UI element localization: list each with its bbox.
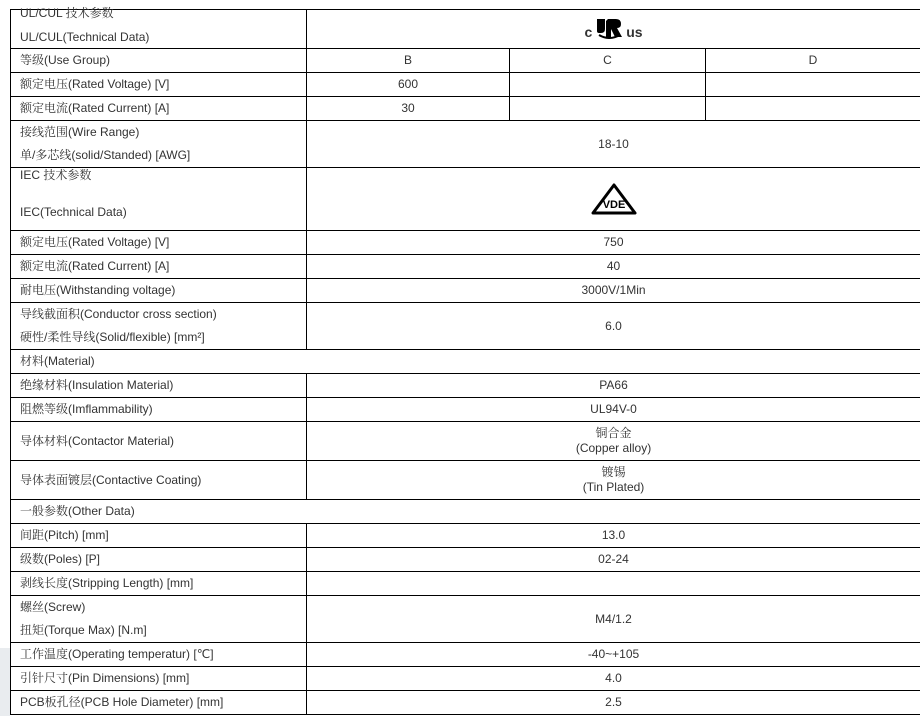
contactor-row [11, 422, 920, 461]
stripping-label: 剥线长度(Stripping Length) [mm] [11, 572, 307, 596]
wire-range-value: 18-10 [307, 121, 920, 168]
pin-row [11, 667, 920, 691]
iec-rated-voltage-value: 750 [307, 231, 920, 255]
iec-header-row [11, 168, 920, 231]
stripping-row [11, 572, 920, 596]
ul-title-en: UL/CUL(Technical Data) [20, 30, 150, 44]
vde-logo-text: VDE [602, 199, 625, 211]
temp-label: 工作温度(Operating temperatur) [℃] [11, 643, 307, 667]
material-section-label: 材料(Material) [11, 350, 920, 374]
insulation-value: PA66 [307, 374, 920, 398]
insulation-label: 绝缘材料(Insulation Material) [11, 374, 307, 398]
coating-label: 导体表面镀层(Contactive Coating) [11, 461, 307, 500]
use-group-b: B [307, 49, 510, 73]
ul-title-cn: UL/CUL 技术参数 [20, 6, 114, 20]
iec-rated-voltage-row [11, 231, 920, 255]
pcb-value: 2.5 [307, 691, 920, 715]
poles-value: 02-24 [307, 548, 920, 572]
cul-logo-us: us [626, 24, 643, 40]
ul-rated-voltage-label: 额定电压(Rated Voltage) [V] [11, 73, 307, 97]
contactor-value-cell [307, 422, 920, 461]
flammability-label: 阻燃等级(Imflammability) [11, 398, 307, 422]
iec-title-en: IEC(Technical Data) [20, 205, 127, 219]
ul-rated-voltage-row [11, 73, 920, 97]
contactor-label: 导体材料(Contactor Material) [11, 422, 307, 461]
screw-label: 螺丝(Screw) [20, 600, 86, 614]
iec-title-cn: IEC 技术参数 [20, 168, 92, 182]
ul-mark-icon [594, 17, 624, 39]
iec-rated-voltage-label: 额定电压(Rated Voltage) [V] [11, 231, 307, 255]
withstanding-value: 3000V/1Min [307, 279, 920, 303]
screw-label-cell [11, 596, 307, 643]
ul-rated-current-c [510, 97, 706, 121]
other-section-label: 一般参数(Other Data) [11, 500, 920, 524]
spec-table [10, 6, 920, 715]
left-margin [0, 0, 10, 716]
ul-header-row [11, 10, 920, 49]
insulation-row [11, 374, 920, 398]
stripping-value [307, 572, 920, 596]
conductor-row [11, 303, 920, 350]
coating-value-cell [307, 461, 920, 500]
temp-value: -40~+105 [307, 643, 920, 667]
ul-rated-voltage-d [706, 73, 920, 97]
wire-range-label: 接线范围(Wire Range) [20, 125, 140, 139]
pitch-label: 间距(Pitch) [mm] [11, 524, 307, 548]
ul-rated-voltage-c [510, 73, 706, 97]
screw-row [11, 596, 920, 643]
pcb-row [11, 691, 920, 715]
torque-label: 扭矩(Torque Max) [N.m] [20, 623, 147, 637]
iec-rated-current-label: 额定电流(Rated Current) [A] [11, 255, 307, 279]
ul-rated-current-b: 30 [307, 97, 510, 121]
withstanding-label: 耐电压(Withstanding voltage) [11, 279, 307, 303]
temp-row [11, 643, 920, 667]
use-group-d: D [706, 49, 920, 73]
coating-row [11, 461, 920, 500]
poles-row [11, 548, 920, 572]
ul-logo-cell [307, 10, 920, 49]
left-grey-block [0, 648, 10, 716]
pin-label: 引针尺寸(Pin Dimensions) [mm] [11, 667, 307, 691]
contactor-value-cn: 铜合金 [595, 426, 632, 440]
iec-rated-current-row [11, 255, 920, 279]
conductor-value: 6.0 [307, 303, 920, 350]
ul-rated-current-row [11, 97, 920, 121]
wire-type-label: 单/多芯线(solid/Standed) [AWG] [20, 148, 191, 162]
use-group-row [11, 49, 920, 73]
coating-value-en: (Tin Plated) [582, 480, 645, 494]
vde-logo-icon [591, 183, 637, 215]
other-section-row [11, 500, 920, 524]
ul-rated-voltage-b: 600 [307, 73, 510, 97]
flammability-row [11, 398, 920, 422]
conductor-label-cell [11, 303, 307, 350]
flammability-value: UL94V-0 [307, 398, 920, 422]
vde-logo-cell [307, 168, 920, 231]
iec-rated-current-value: 40 [307, 255, 920, 279]
pcb-label: PCB板孔径(PCB Hole Diameter) [mm] [11, 691, 307, 715]
pitch-value: 13.0 [307, 524, 920, 548]
cul-logo-c: c [584, 24, 593, 40]
pitch-row [11, 524, 920, 548]
coating-value-cn: 镀锡 [601, 465, 626, 479]
conductor-type-label: 硬性/柔性导线(Solid/flexible) [mm²] [20, 330, 205, 344]
wire-range-label-cell [11, 121, 307, 168]
ul-rated-current-d [706, 97, 920, 121]
screw-value: M4/1.2 [307, 596, 920, 643]
material-section-row [11, 350, 920, 374]
use-group-c: C [510, 49, 706, 73]
pin-value: 4.0 [307, 667, 920, 691]
use-group-label: 等级(Use Group) [11, 49, 307, 73]
ul-title-cell [11, 6, 307, 49]
wire-range-row [11, 121, 920, 168]
contactor-value-en: (Copper alloy) [575, 441, 652, 455]
poles-label: 级数(Poles) [P] [11, 548, 307, 572]
cul-us-logo [584, 17, 642, 39]
withstanding-row [11, 279, 920, 303]
ul-rated-current-label: 额定电流(Rated Current) [A] [11, 97, 307, 121]
conductor-label: 导线截面积(Conductor cross section) [20, 307, 217, 321]
iec-title-cell [11, 168, 307, 231]
